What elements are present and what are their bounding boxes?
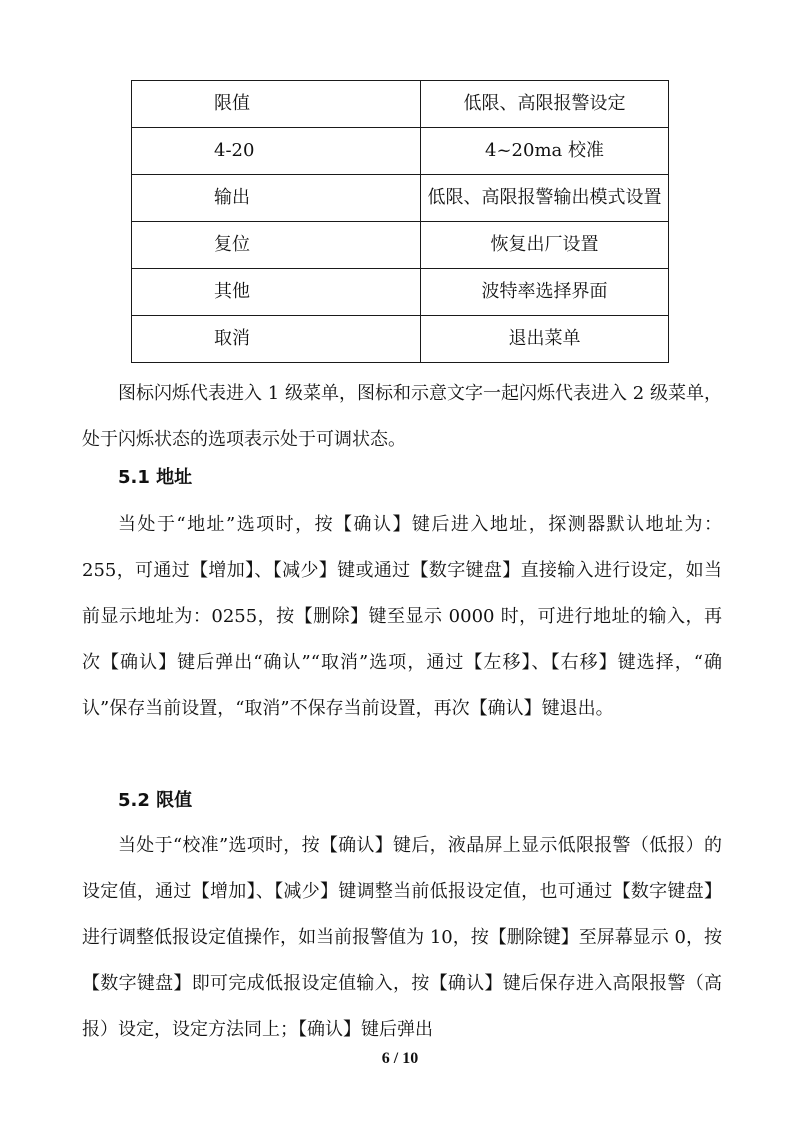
menu-key-cell: 限值 <box>132 81 421 128</box>
section-body-address: 当处于“地址”选项时，按【确认】键后进入地址，探测器默认地址为：255，可通过【增加】、【减少】键或通过【数字键盘】直接输入进行设定，如当前显示地址为：0255，按【删除】键至显示 0000 时，可进行地址的输入，再次【确认】键后弹出“确认”“取消”选项，通过【左移】、【右移】键选择，“确认”保存当前设置，“取消”不保存当前设置，再次【确认】键退出。 <box>82 514 722 719</box>
menu-desc-cell: 低限、高限报警输出模式设置 <box>421 175 669 222</box>
table-row <box>132 128 669 175</box>
menu-desc-cell: 恢复出厂设置 <box>421 222 669 269</box>
menu-key-cell: 复位 <box>132 222 421 269</box>
table-row <box>132 316 669 363</box>
menu-key-cell: 其他 <box>132 269 421 316</box>
menu-key-cell: 4-20 <box>132 128 421 175</box>
menu-desc-cell: 波特率选择界面 <box>421 269 669 316</box>
menu-options-table <box>131 80 669 363</box>
table-row <box>132 175 669 222</box>
section-heading-limit: 5.2 限值 <box>118 790 193 811</box>
table-row <box>132 222 669 269</box>
menu-key-cell: 取消 <box>132 316 421 363</box>
table-row <box>132 269 669 316</box>
menu-desc-cell: 4~20ma 校准 <box>421 128 669 175</box>
table-row <box>132 81 669 128</box>
intro-paragraph: 图标闪烁代表进入 1 级菜单，图标和示意文字一起闪烁代表进入 2 级菜单，处于闪烁状态的选项表示处于可调状态。 <box>82 383 722 450</box>
menu-key-cell: 输出 <box>132 175 421 222</box>
page-number: 6 / 10 <box>381 1050 419 1067</box>
section-heading-address: 5.1 地址 <box>118 467 193 488</box>
menu-desc-cell: 退出菜单 <box>421 316 669 363</box>
menu-desc-cell: 低限、高限报警设定 <box>421 81 669 128</box>
section-body-limit: 当处于“校准”选项时，按【确认】键后，液晶屏上显示低限报警（低报）的设定值，通过【增加】、【减少】键调整当前低报设定值，也可通过【数字键盘】进行调整低报设定值操作，如当前报警值为 10，按【删除键】至屏幕显示 0，按【数字键盘】即可完成低报设定值输入，按【确认】键后保存进入高限报警（高报）设定，设定方法同上；【确认】键后弹出 <box>82 835 722 1040</box>
